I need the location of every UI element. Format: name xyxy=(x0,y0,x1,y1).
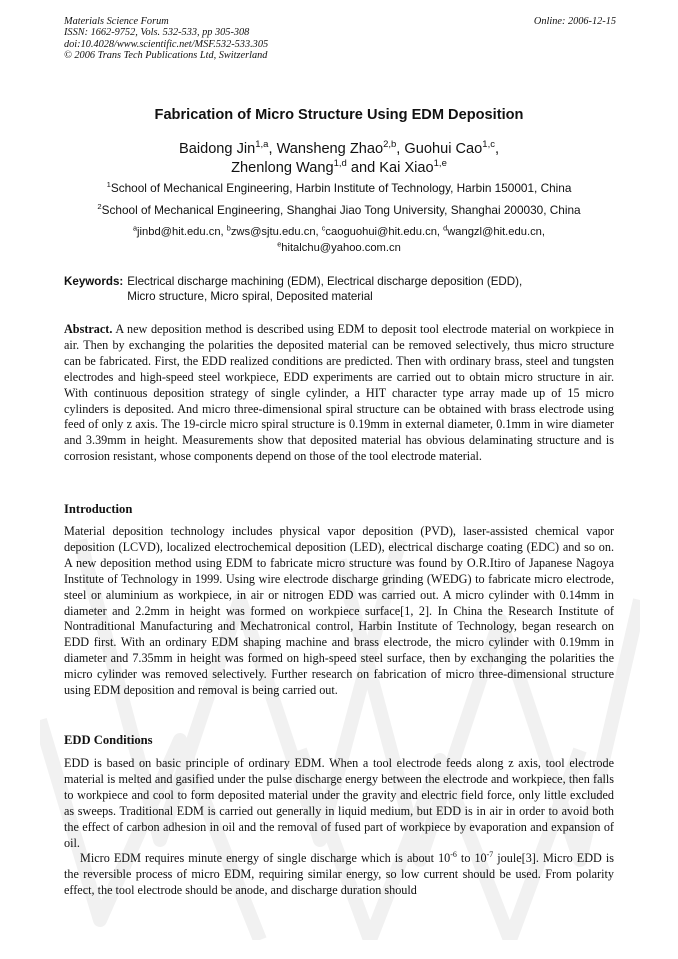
keywords xyxy=(64,274,624,304)
author: Baidong Jin$^{1,a}$, xyxy=(178,139,277,157)
affiliation-2: $^2$School of Mechanical Engineering, Shanghai Jiao Tong University, Shanghai 200030, China xyxy=(97,202,581,217)
affiliation-1: $^1$School of Mechanical Engineering, Harbin Institute of Technology, Harbin 150001, China xyxy=(106,180,572,195)
email[interactable]: $^c$caoguohui@hit.edu.cn, xyxy=(321,223,444,238)
email[interactable]: $^d$wangzl@hit.edu.cn, xyxy=(443,223,545,238)
author: Zhenlong Wang$^{1,d}$ and xyxy=(231,158,380,176)
doi-line: doi:10.4028/www.scientific.net/MSF.532-533.305 xyxy=(64,38,269,50)
section-heading-introduction: Introduction xyxy=(64,502,133,516)
journal-name: Materials Science Forum xyxy=(64,16,169,27)
keywords-text: Electrical discharge machining (EDM), Electrical discharge deposition (EDD), Micro structure, Micro spiral, Deposited material xyxy=(127,275,523,303)
abstract-label: Abstract. xyxy=(64,322,113,336)
journal-info xyxy=(64,16,268,62)
issn-line: ISSN: 1662-9752, Vols. 532-533, pp 305-308 xyxy=(64,27,250,39)
abstract xyxy=(64,322,614,465)
author: Wansheng Zhao$^{2,b}$, xyxy=(276,139,405,157)
paragraph: Micro EDM requires minute energy of single discharge which is about $10^{-6}$ to $10^{-7}$ joule[3]. Micro EDD is the reversible process of micro EDM, requiring similar energy, so low current should be used. From polarity effect, the tool electrode should be anode, and discharge duration should xyxy=(64,850,614,898)
section-heading-edd-conditions: EDD Conditions xyxy=(64,733,153,747)
author: Kai Xiao$^{1,e}$ xyxy=(379,158,447,176)
email-list xyxy=(0,224,678,256)
introduction-text: Material deposition technology includes physical vapor deposition (PVD), laser-assisted chemical vapor deposition (LCVD), localized electrochemical deposition (LED), electrical discharge coating (EDC) and so on. A new deposition method using EDM to fabricate micro structure was found by O.R.Itiro of Japanese Nagoya Institute of Technology in 1999. Using wire electrode discharge grinding (WEDG) to fabricate micro electrode, steel or aluminium as workpiece, in air or nitrogen EDD was carried out. A micro cylinder with 0.14mm in diameter and 2.2mm in height was formed on workpiece surface[1, 2]. In China the Research Institute of Nontraditional Manufacturing and Mechatronical control, Harbin Institute of Technology, began research on EDD first. With an ordinary EDM shaping machine and brass electrode, the micro cylinder with 0.19mm in diameter and 7.35mm in height was formed on high-speed steel surface, then by exchanging the polarities the micro cylinder was removed selectively. Further research on fabrication of micro three-dimensional structure using EDM deposition and removal is being carried out. xyxy=(64,524,614,698)
author-list xyxy=(0,140,678,178)
email[interactable]: $^a$jinbd@hit.edu.cn, xyxy=(132,223,227,238)
email[interactable]: $^e$hitalchu@yahoo.com.cn xyxy=(277,239,401,254)
online-date: Online: 2006-12-15 xyxy=(533,16,616,27)
abstract-text: A new deposition method is described using EDM to deposit tool electrode material on workpiece in air. Then by exchanging the polarities the deposited material can be removed selectively, thus micro structure can be fabricated. First, the EDD realized conditions are predicted. Then with ordinary brass, steel and tungsten electrodes and high-speed steel workpiece, EDD experiments are carried out to obtain micro structure in air. With continuous deposition strategy of single cylinder, a HIT character type array made up of 15 micro cylinders is deposited. And micro three-dimensional spiral structure can be obtained with brass electrode using feed of only z axis. The 19-circle micro spiral structure is 0.19mm in external diameter, 0.1mm in wire diameter and 3.39mm in height. Measurements show that deposited material has obvious delaminating structure and is corrosion resistant, whose components depend on those of the tool electrode material. xyxy=(64,322,614,464)
author: Guohui Cao$^{1,c}$, xyxy=(404,139,500,157)
keywords-label: Keywords: xyxy=(64,275,124,288)
paragraph: EDD is based on basic principle of ordinary EDM. When a tool electrode feeds along z axis, tool electrode material is melted and gasified under the pulse discharge energy between the electrode and workpiece, then falls to workpiece and cool to form deposited material under the gravity and electric field force, only little excluded as sweeps. Traditional EDM is carried out generally in liquid medium, but EDD is in air in order to avoid both the effect of carbon adhesion in oil and the removal of fused part of workpiece by evaporation and expansion of oil. xyxy=(64,756,614,850)
email[interactable]: $^b$zws@sjtu.edu.cn, xyxy=(226,223,322,238)
copyright-line: © 2006 Trans Tech Publications Ltd, Switzerland xyxy=(64,50,268,62)
paper-title: Fabrication of Micro Structure Using EDM Deposition xyxy=(154,107,524,123)
edd-conditions-text xyxy=(64,756,614,899)
